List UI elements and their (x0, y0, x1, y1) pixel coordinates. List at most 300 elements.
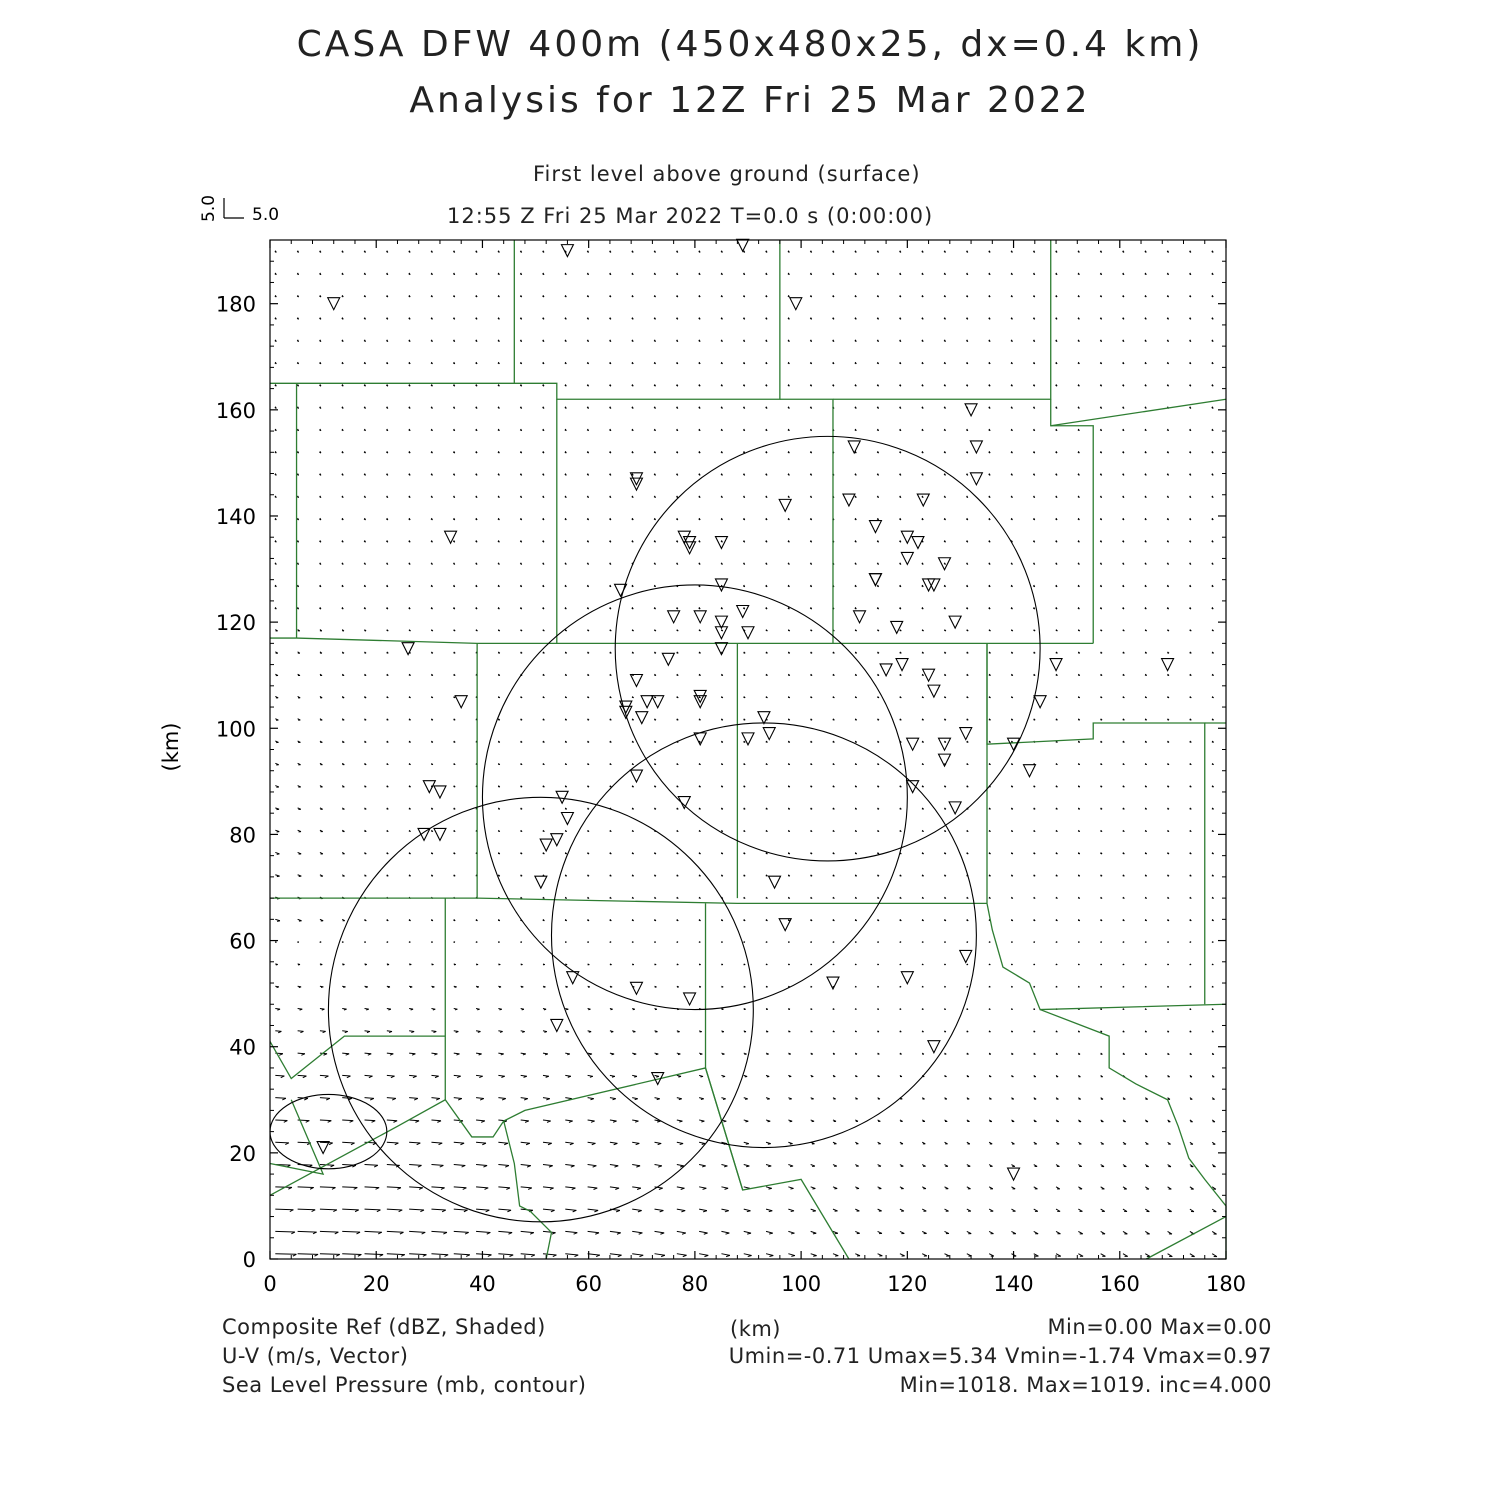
wind-vector-head (565, 675, 567, 676)
wind-vector-head (1011, 876, 1013, 877)
wind-vector-head (966, 831, 968, 832)
wind-vector-head (610, 898, 612, 899)
wind-vector-head (587, 675, 589, 676)
wind-vector-head (458, 1098, 462, 1100)
wind-vector-head (900, 697, 902, 698)
station-marker (694, 690, 706, 702)
wind-vector-head (677, 764, 679, 765)
footer-ref-label: Composite Ref (dBZ, Shaded) (222, 1315, 546, 1339)
wind-vector-head (743, 653, 745, 654)
wind-vector-head (743, 920, 745, 921)
wind-vector (342, 1209, 358, 1210)
wind-vector-head (855, 720, 857, 721)
wind-vector-head (1212, 831, 1214, 832)
station-marker (715, 537, 727, 549)
wind-vector-head (587, 831, 589, 832)
wind-vector-head (453, 630, 455, 631)
wind-vector-head (387, 764, 389, 765)
wind-vector-head (1190, 786, 1192, 787)
wind-vector-head (966, 697, 968, 698)
wind-vector-head (1190, 853, 1192, 854)
wind-vector-head (788, 853, 790, 854)
wind-vector (655, 1231, 665, 1232)
pressure-contour (270, 1094, 387, 1168)
wind-vector-head (409, 630, 411, 631)
wind-vector-head (944, 742, 946, 743)
wind-vector-head (1056, 764, 1058, 765)
wind-vector-head (833, 876, 835, 877)
wind-vector-head (944, 853, 946, 854)
county-boundary (270, 1068, 849, 1259)
wind-vector-head (592, 1143, 596, 1144)
wind-vector-head (743, 831, 745, 832)
wind-vector-head (431, 630, 433, 631)
wind-vector-head (966, 764, 968, 765)
y-tick-label: 100 (215, 717, 256, 742)
wind-vector-head (1212, 764, 1214, 765)
wind-vector-head (654, 742, 656, 743)
wind-vector-head (703, 1188, 707, 1189)
wind-vector-head (453, 876, 455, 877)
station-marker (901, 531, 913, 543)
wind-vector-head (1100, 742, 1102, 743)
wind-vector-head (944, 809, 946, 810)
wind-vector (365, 1231, 382, 1232)
y-tick-label: 120 (215, 611, 256, 636)
wind-vector-head (610, 675, 612, 676)
wind-vector-head (410, 987, 412, 988)
wind-vector-head (409, 809, 411, 810)
wind-vector-head (431, 720, 433, 721)
wind-vector-head (654, 720, 656, 721)
wind-vector-head (615, 1188, 619, 1189)
wind-vector-head (453, 764, 455, 765)
wind-vector-head (724, 1166, 727, 1167)
wind-vector-head (1033, 898, 1035, 899)
wind-vector-head (1145, 786, 1147, 787)
wind-vector-head (683, 1255, 687, 1256)
wind-vector-head (810, 630, 812, 631)
station-marker (561, 812, 573, 824)
wind-vector-head (989, 653, 991, 654)
wind-vector (498, 1165, 509, 1166)
wind-vector-head (1145, 720, 1147, 721)
station-marker (949, 802, 961, 814)
wind-vector-head (409, 764, 411, 765)
wind-vector-head (587, 786, 589, 787)
wind-vector-head (610, 630, 612, 631)
wind-vector-head (788, 720, 790, 721)
wind-vector-head (1056, 697, 1058, 698)
wind-vector-head (788, 630, 790, 631)
station-marker (684, 537, 696, 549)
station-marker (896, 659, 908, 671)
wind-vector-head (501, 1054, 504, 1055)
wind-vector (409, 1120, 419, 1121)
wind-vector-head (479, 1054, 482, 1055)
wind-vector-head (699, 720, 701, 721)
wind-vector (476, 1254, 491, 1255)
wind-vector-head (543, 720, 545, 721)
wind-vector-head (944, 697, 946, 698)
wind-vector-head (587, 653, 589, 654)
wind-vector-head (1167, 630, 1169, 631)
y-tick-label: 80 (229, 823, 256, 848)
wind-vector-head (788, 764, 790, 765)
wind-vector (431, 1187, 444, 1188)
station-marker (949, 616, 961, 628)
station-marker (880, 664, 892, 676)
station-marker (423, 781, 435, 793)
wind-vector-head (721, 630, 723, 631)
wind-vector-head (788, 920, 790, 921)
wind-vector-head (922, 630, 924, 631)
wind-vector-head (565, 742, 567, 743)
wind-vector-head (476, 920, 478, 921)
wind-vector-head (702, 1166, 706, 1167)
wind-vector-head (1033, 675, 1035, 676)
wind-vector-head (453, 809, 455, 810)
wind-vector-head (657, 1099, 660, 1100)
wind-vector-head (833, 653, 835, 654)
wind-vector-head (677, 786, 679, 787)
county-boundary (514, 240, 780, 399)
wind-vector-head (431, 853, 433, 854)
wind-vector-head (855, 831, 857, 832)
wind-vector-head (900, 831, 902, 832)
wind-vector-head (573, 1210, 577, 1212)
station-marker (1023, 765, 1035, 777)
wind-vector-head (453, 675, 455, 676)
wind-vector-head (922, 831, 924, 832)
wind-vector-head (922, 809, 924, 810)
wind-vector (365, 1254, 384, 1255)
wind-vector-head (594, 1210, 598, 1211)
wind-vector-head (1056, 853, 1058, 854)
wind-vector (521, 1142, 530, 1143)
wind-vector-head (1145, 653, 1147, 654)
wind-vector-head (1167, 876, 1169, 877)
station-marker (402, 643, 414, 655)
wind-vector (275, 1209, 293, 1210)
wind-vector-head (1100, 831, 1102, 832)
station-marker (737, 239, 749, 251)
wind-vector-head (766, 742, 768, 743)
wind-vector-head (477, 1009, 479, 1010)
wind-vector-head (699, 675, 701, 676)
wind-vector-head (723, 1076, 725, 1077)
wind-vector-head (1212, 675, 1214, 676)
wind-vector-head (723, 1121, 726, 1122)
wind-vector (476, 1231, 490, 1232)
wind-vector-head (524, 1076, 527, 1077)
wind-vector-head (810, 653, 812, 654)
wind-vector (498, 1209, 511, 1210)
station-marker (769, 876, 781, 888)
wind-vector-head (877, 653, 879, 654)
wind-vector-head (810, 720, 812, 721)
wind-vector-head (566, 1009, 568, 1010)
wind-vector (342, 1075, 350, 1076)
wind-vector (387, 1142, 399, 1143)
wind-vector-head (743, 675, 745, 676)
wind-vector-head (431, 697, 433, 698)
wind-vector-head (1190, 876, 1192, 877)
wind-vector-head (877, 675, 879, 676)
station-marker (923, 669, 935, 681)
wind-vector-head (766, 653, 768, 654)
wind-vector (677, 1209, 685, 1210)
wind-vector-head (409, 876, 411, 877)
wind-vector-head (726, 1255, 730, 1256)
wind-vector-head (1078, 920, 1080, 921)
wind-vector-head (810, 898, 812, 899)
wind-vector (610, 1231, 621, 1232)
wind-vector-head (681, 1188, 685, 1189)
wind-vector-head (593, 1166, 597, 1167)
county-boundary (706, 1068, 743, 1190)
wind-vector-head (769, 1233, 773, 1234)
wind-vector-head (1100, 697, 1102, 698)
wind-vector-head (498, 786, 500, 787)
wind-vector (721, 1254, 729, 1256)
wind-vector-head (498, 809, 500, 810)
wind-vector-head (944, 898, 946, 899)
wind-vector-head (634, 1076, 637, 1077)
wind-vector-head (877, 786, 879, 787)
wind-vector-head (944, 675, 946, 676)
x-tick-label: 140 (993, 1272, 1034, 1296)
wind-vector-head (499, 987, 501, 988)
wind-vector-head (1145, 630, 1147, 631)
wind-vector (454, 1165, 465, 1166)
wind-vector-head (699, 630, 701, 631)
wind-vector-head (1100, 920, 1102, 921)
wind-vector-head (877, 630, 879, 631)
wind-vector-head (634, 1054, 637, 1055)
wind-vector-head (966, 720, 968, 721)
wind-vector-head (746, 1144, 749, 1145)
wind-vector-head (277, 876, 280, 877)
wind-vector-head (699, 764, 701, 765)
wind-vector (565, 1142, 573, 1143)
station-marker (540, 839, 552, 851)
wind-vector-head (1212, 786, 1214, 787)
wind-vector (298, 1187, 314, 1188)
station-marker (630, 675, 642, 687)
wind-vector-head (346, 1054, 349, 1055)
wind-vector-head (549, 1166, 553, 1168)
wind-vector-head (632, 809, 634, 810)
x-tick-label: 80 (681, 1272, 709, 1296)
wind-vector-head (1145, 876, 1147, 877)
wind-vector-head (1056, 920, 1058, 921)
wind-vector-head (543, 831, 545, 832)
wind-vector-head (944, 630, 946, 631)
wind-vector (565, 1254, 578, 1255)
station-marker (843, 494, 855, 506)
wind-vector-head (678, 1076, 681, 1077)
vector-scale-v-label: 5.0 (199, 194, 219, 222)
wind-vector-head (632, 831, 634, 832)
wind-vector-head (855, 764, 857, 765)
wind-vector-head (900, 809, 902, 810)
wind-vector (543, 1187, 554, 1188)
wind-vector (387, 1209, 402, 1210)
wind-vector-head (768, 1121, 771, 1122)
wind-vector-head (922, 786, 924, 787)
wind-vector-head (544, 1009, 546, 1010)
wind-vector-head (900, 630, 902, 631)
station-marker (684, 993, 696, 1005)
wind-vector-head (613, 1099, 616, 1100)
wind-vector-head (499, 1009, 501, 1010)
wind-vector (409, 1231, 425, 1232)
wind-vector-head (614, 1143, 618, 1144)
wind-vector (632, 1254, 643, 1255)
footer-wind-range: Umin=-0.71 Umax=5.34 Vmin=-1.74 Vmax=0.97 (728, 1344, 1272, 1368)
wind-vector-head (1033, 653, 1035, 654)
wind-vector (565, 1187, 575, 1188)
wind-vector (409, 1209, 424, 1210)
x-tick-label: 160 (1099, 1272, 1140, 1296)
wind-vector-head (590, 1076, 593, 1077)
wind-vector (275, 1120, 287, 1121)
wind-vector-head (565, 786, 567, 787)
station-marker (620, 701, 632, 713)
wind-vector (320, 1187, 336, 1188)
y-tick-label: 20 (229, 1141, 256, 1166)
wind-vector-head (610, 786, 612, 787)
wind-vector-head (654, 876, 656, 877)
wind-vector-head (678, 1054, 680, 1055)
x-tick-label: 60 (575, 1272, 603, 1296)
county-boundary (1146, 1217, 1226, 1259)
station-marker (869, 574, 881, 586)
wind-vector-head (900, 786, 902, 787)
wind-vector-head (1011, 675, 1013, 676)
wind-vector-head (611, 1054, 614, 1055)
wind-vector-head (1033, 630, 1035, 631)
wind-vector-head (476, 630, 478, 631)
wind-vector-head (527, 1166, 531, 1168)
wind-vector (498, 1187, 510, 1188)
wind-vector-head (1167, 809, 1169, 810)
wind-vector-head (654, 920, 656, 921)
wind-vector-head (610, 764, 612, 765)
wind-vector-head (498, 630, 500, 631)
wind-vector-head (721, 876, 723, 877)
wind-vector (721, 1231, 729, 1233)
wind-vector-head (677, 876, 679, 877)
wind-vector (744, 1231, 751, 1233)
wind-vector (565, 1120, 572, 1121)
wind-vector (431, 1142, 442, 1143)
wind-vector-head (431, 675, 433, 676)
wind-vector-head (1212, 876, 1214, 877)
wind-vector-head (520, 630, 522, 631)
wind-vector-head (1011, 898, 1013, 899)
wind-vector-head (1190, 697, 1192, 698)
wind-vector-head (1078, 720, 1080, 721)
wind-vector-head (277, 921, 280, 922)
wind-vector-head (788, 876, 790, 877)
station-marker (901, 552, 913, 564)
wind-vector-head (1190, 831, 1192, 832)
wind-vector-head (565, 898, 567, 899)
wind-vector-head (966, 675, 968, 676)
wind-vector-head (1011, 831, 1013, 832)
wind-vector-head (409, 720, 411, 721)
wind-vector (476, 1098, 484, 1099)
wind-vector (632, 1209, 641, 1210)
wind-vector-head (704, 1255, 708, 1256)
wind-vector (476, 1187, 488, 1188)
wind-vector-head (1011, 920, 1013, 921)
wind-vector-head (725, 1188, 729, 1189)
wind-vector (320, 1120, 331, 1121)
wind-vector-head (1123, 898, 1125, 899)
wind-vector-head (565, 697, 567, 698)
wind-vector-head (498, 853, 500, 854)
wind-vector-head (900, 653, 902, 654)
wind-vector (632, 1187, 641, 1188)
wind-vector-head (699, 898, 701, 899)
wind-vector-head (900, 920, 902, 921)
wind-vector-head (596, 1255, 600, 1257)
wind-vector-head (677, 920, 679, 921)
x-tick-label: 180 (1205, 1272, 1247, 1296)
station-marker (535, 876, 547, 888)
wind-vector-head (613, 1121, 616, 1122)
wind-vector-head (745, 1121, 748, 1122)
wind-vector (275, 1142, 289, 1143)
wind-vector (431, 1165, 443, 1166)
wind-vector-head (409, 920, 411, 921)
wind-vector (409, 1254, 426, 1255)
wind-vector (298, 1053, 305, 1054)
wind-vector-head (498, 742, 500, 743)
wind-vector-head (635, 1099, 638, 1100)
wind-vector-head (387, 653, 389, 654)
wind-vector-head (877, 831, 879, 832)
wind-vector-head (656, 1076, 659, 1077)
station-marker (630, 770, 642, 782)
wind-vector-head (1212, 853, 1214, 854)
wind-vector-head (743, 876, 745, 877)
wind-vector (543, 1165, 553, 1166)
wind-vector-head (565, 809, 567, 810)
wind-vector-head (766, 675, 768, 676)
wind-vector (454, 1142, 464, 1143)
wind-vector-head (587, 898, 589, 899)
station-marker (678, 797, 690, 809)
wind-vector-head (747, 1211, 751, 1212)
wind-vector-head (1078, 853, 1080, 854)
wind-vector (431, 1098, 439, 1099)
wind-vector-head (790, 1188, 793, 1189)
wind-vector-head (766, 764, 768, 765)
station-marker (737, 606, 749, 618)
wind-vector-head (543, 675, 545, 676)
wind-vector (275, 1075, 284, 1076)
wind-vector (431, 1209, 445, 1210)
wind-vector (298, 1254, 318, 1255)
wind-vector-head (1056, 630, 1058, 631)
wind-vector-head (591, 1121, 595, 1122)
wind-vector-head (788, 831, 790, 832)
station-marker (668, 611, 680, 623)
